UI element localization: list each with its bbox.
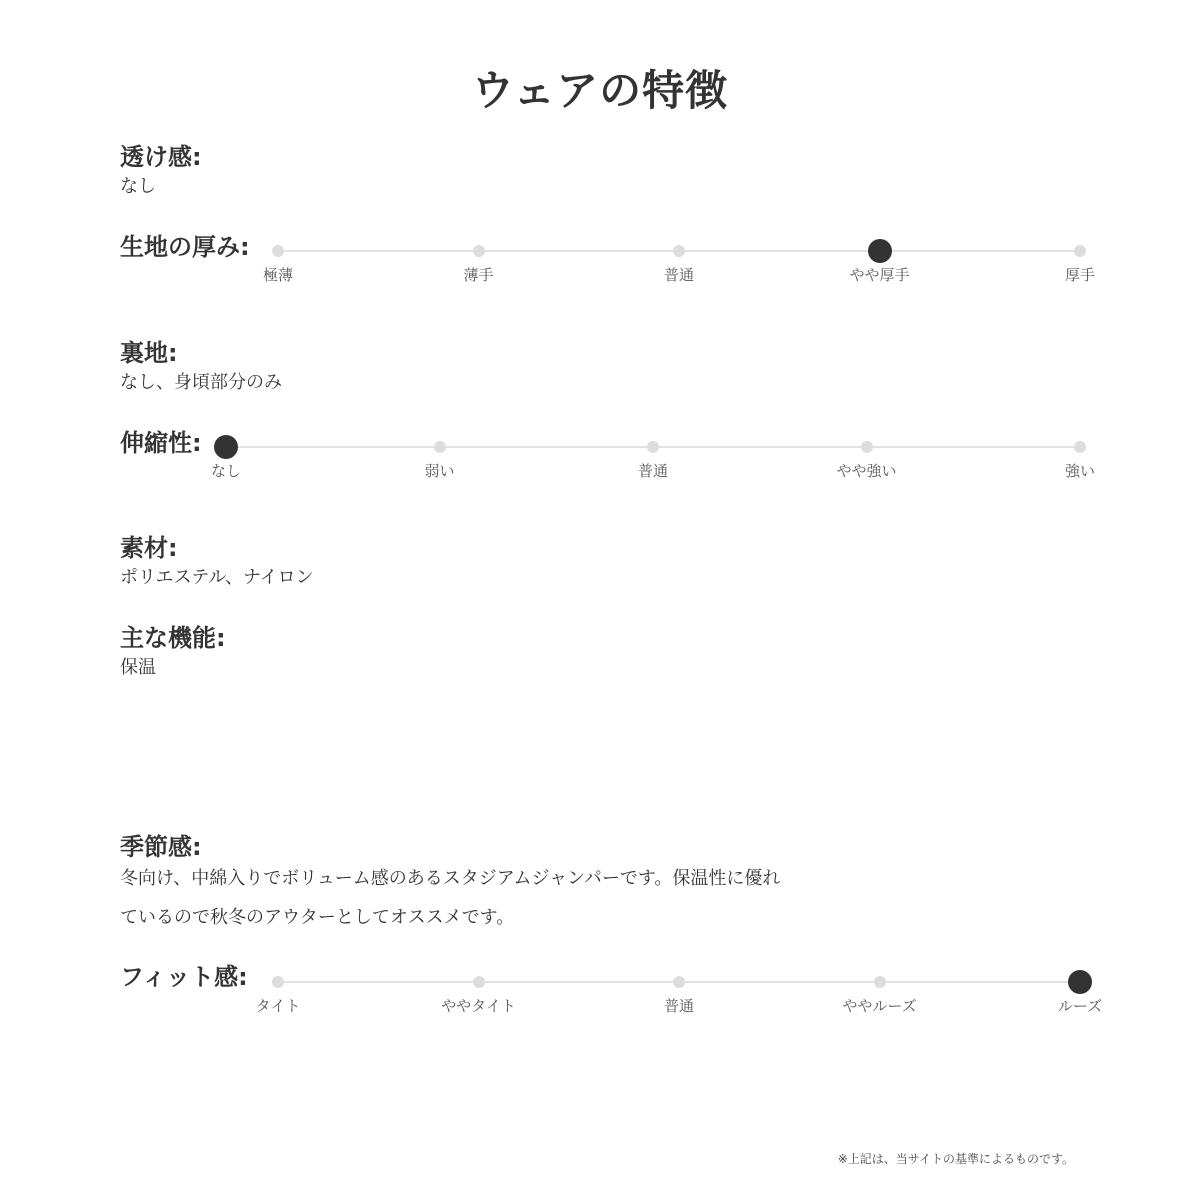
thickness-scale: [262, 250, 1095, 310]
function-value: 保温: [120, 657, 156, 678]
fit-scale: [255, 981, 1103, 1041]
fit-selected-marker: [1068, 970, 1092, 994]
lining-label: 裏地:: [120, 339, 178, 367]
fit-scale-dot: [272, 976, 284, 988]
footnote: ※上記は、当サイトの基準によるものです。: [837, 1152, 1074, 1166]
stretch-scale-dot: [434, 441, 446, 453]
stretch-scale-dot: [1074, 441, 1086, 453]
thickness-scale-label: 厚手: [1064, 266, 1095, 284]
stretch-scale: [210, 446, 1095, 506]
function-label: 主な機能:: [120, 624, 226, 652]
fit-scale-label: 普通: [663, 997, 694, 1015]
stretch-selected-marker: [214, 435, 238, 459]
material-value: ポリエステル、ナイロン: [120, 567, 314, 588]
stretch-scale-label: なし: [210, 462, 241, 480]
stretch-scale-label: 弱い: [424, 462, 455, 480]
season-description-line-2: ているので秋冬のアウターとしてオススメです。: [120, 907, 515, 928]
page-title: ウェアの特徴: [471, 66, 729, 115]
lining-value: なし、身頃部分のみ: [120, 372, 282, 393]
thickness-scale-dot: [272, 245, 284, 257]
stretch-scale-dot: [861, 441, 873, 453]
season-description-line-1: 冬向け、中綿入りでボリューム感のあるスタジアムジャンパーです。保温性に優れ: [120, 868, 781, 889]
fit-scale-label: ややルーズ: [842, 997, 917, 1015]
stretch-label: 伸縮性:: [120, 429, 202, 457]
fit-scale-label: ルーズ: [1057, 997, 1103, 1015]
sheer-value: なし: [120, 176, 156, 197]
thickness-scale-label: 普通: [663, 266, 694, 284]
material-label: 素材:: [120, 534, 178, 562]
thickness-scale-label: 極薄: [262, 266, 293, 284]
stretch-scale-label: 普通: [637, 462, 668, 480]
sheer-label: 透け感:: [120, 143, 202, 171]
stretch-scale-label: やや強い: [836, 462, 897, 480]
thickness-label: 生地の厚み:: [120, 233, 250, 261]
fit-scale-label: タイト: [255, 997, 301, 1015]
fit-scale-dot: [473, 976, 485, 988]
fit-scale-dot: [673, 976, 685, 988]
thickness-scale-dot: [673, 245, 685, 257]
thickness-scale-dot: [473, 245, 485, 257]
fit-scale-label: ややタイト: [441, 997, 516, 1015]
fit-label: フィット感:: [120, 963, 248, 991]
fit-scale-dot: [874, 976, 886, 988]
season-label: 季節感:: [120, 833, 202, 861]
thickness-selected-marker: [868, 239, 892, 263]
stretch-scale-dot: [647, 441, 659, 453]
thickness-scale-dot: [1074, 245, 1086, 257]
thickness-scale-label: 薄手: [463, 266, 494, 284]
stretch-scale-label: 強い: [1064, 462, 1095, 480]
thickness-scale-label: やや厚手: [849, 266, 910, 284]
